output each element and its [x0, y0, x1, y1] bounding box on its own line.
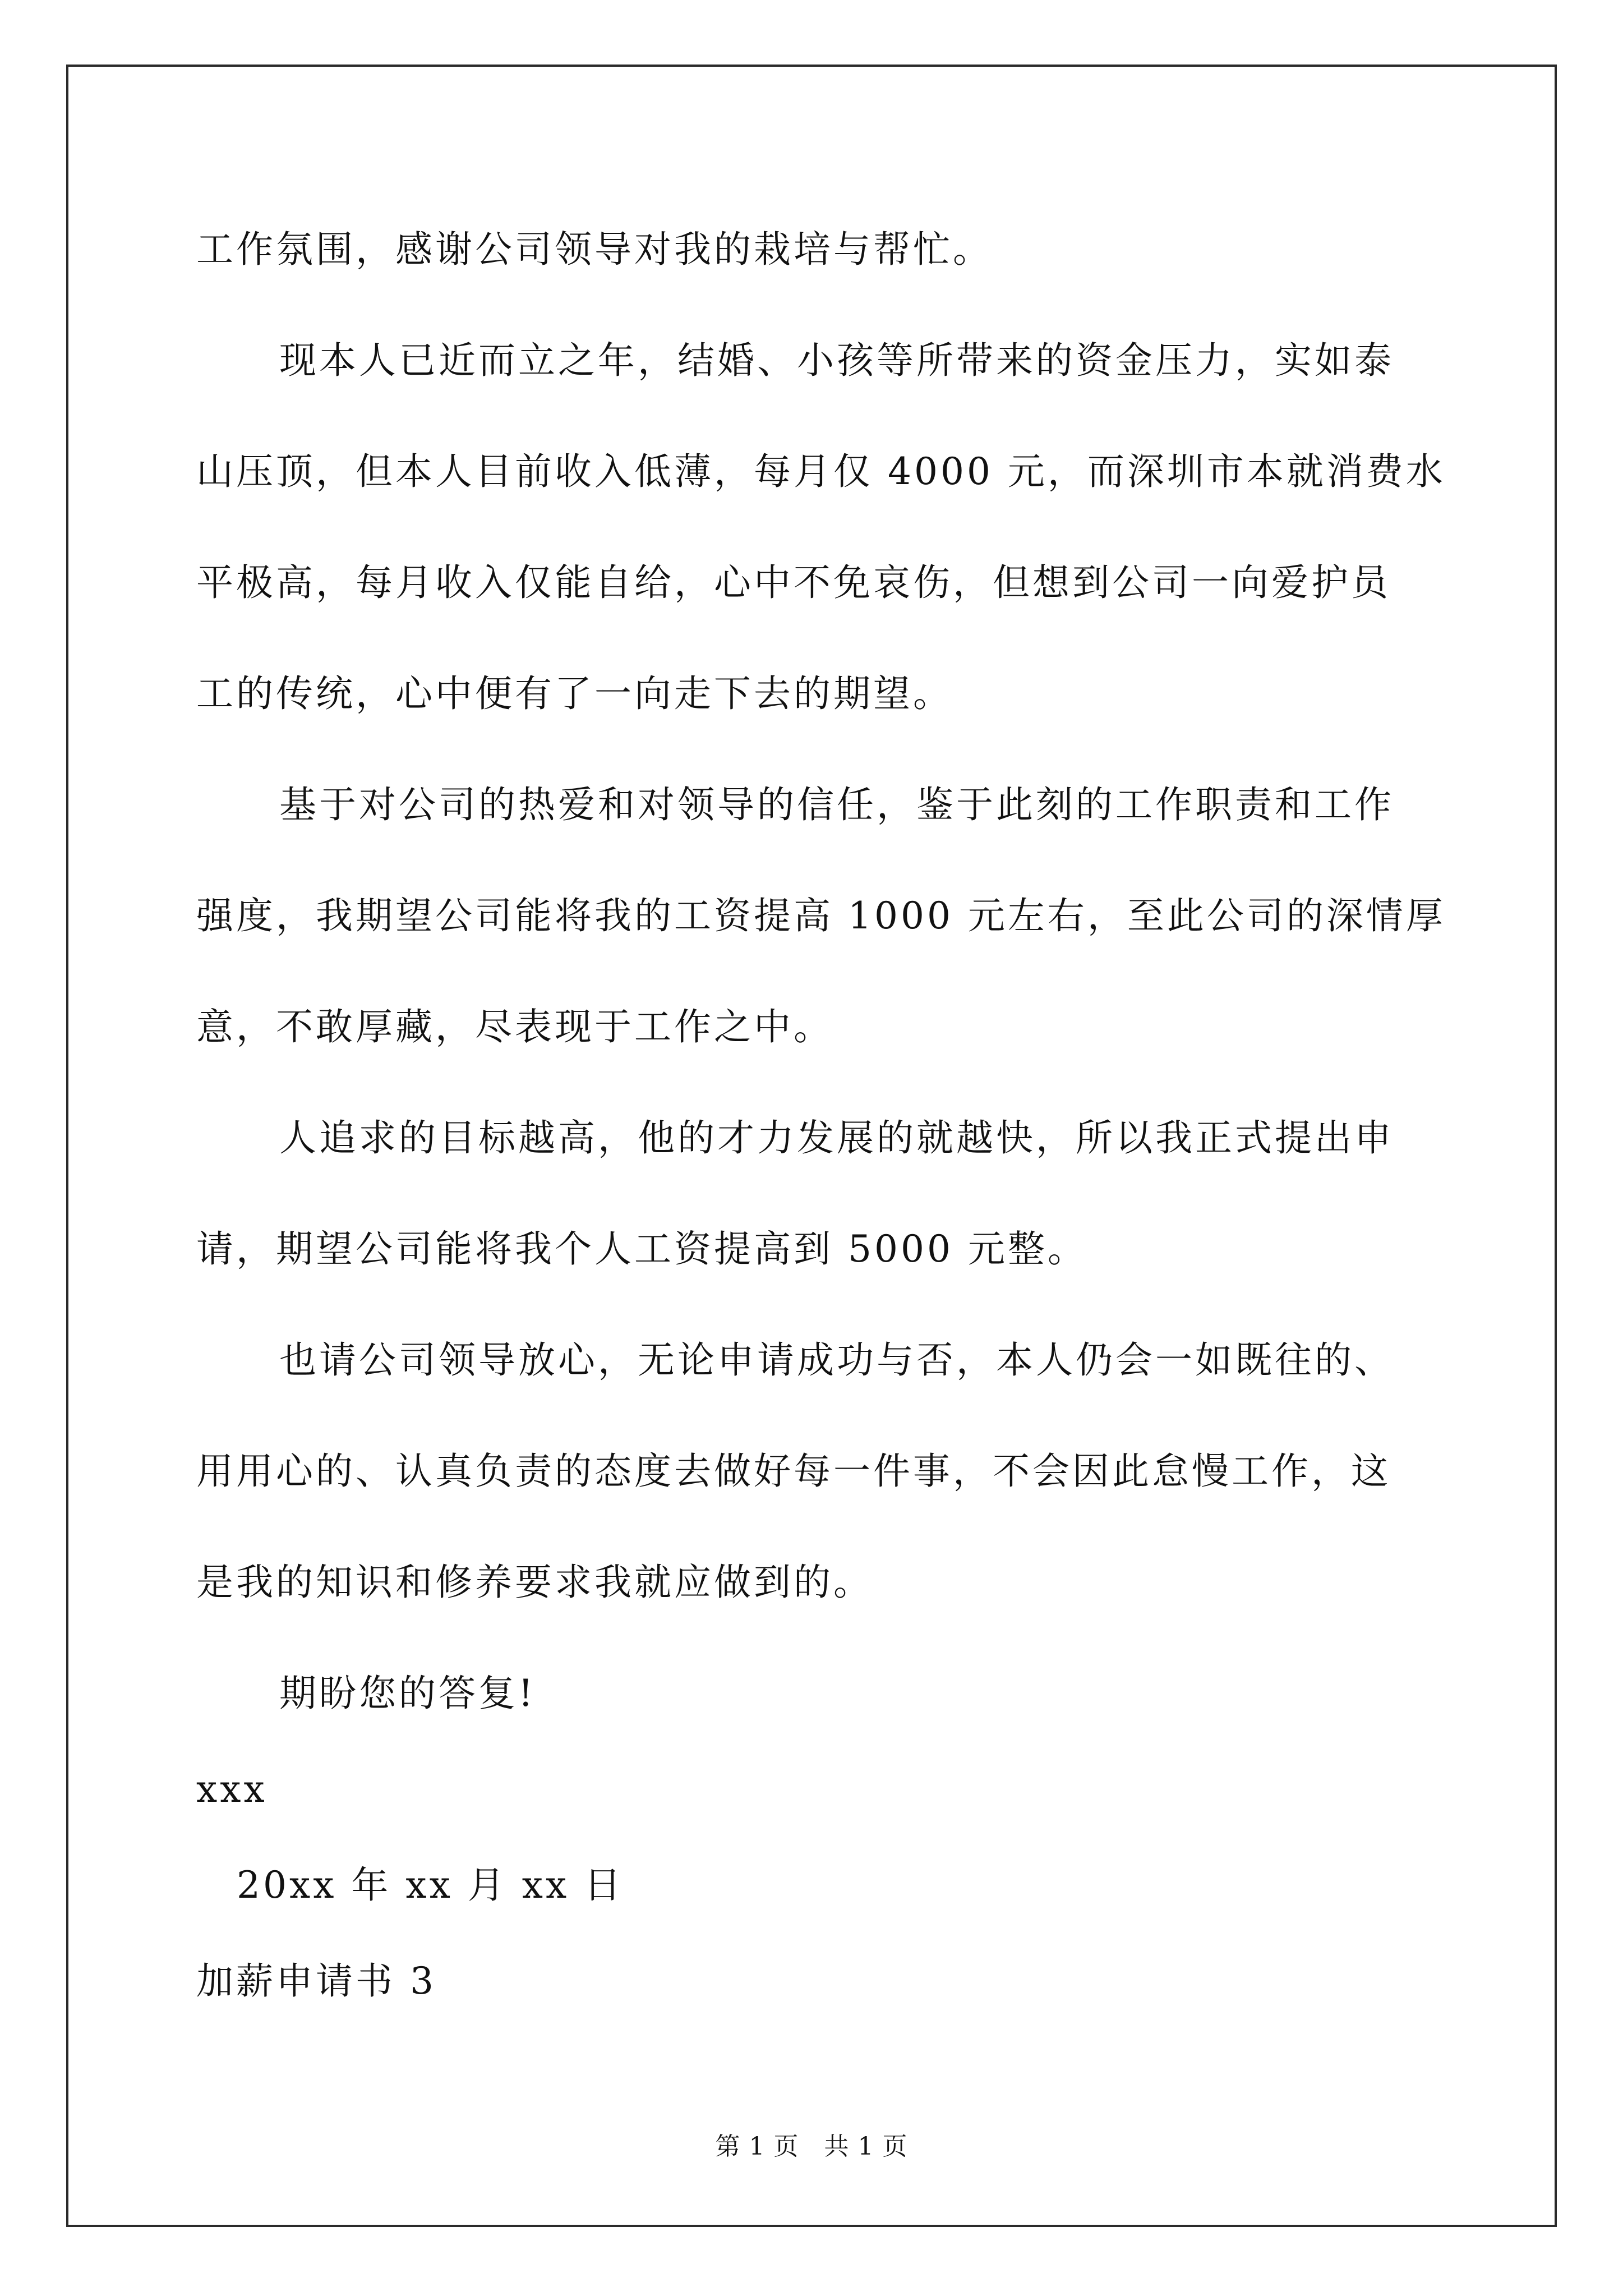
text-line: 工作氛围，感谢公司领导对我的栽培与帮忙。: [196, 228, 993, 271]
paragraph-first-line: 也请公司领导放心，无论申请成功与否，本人仍会一如既往的、: [279, 1338, 1394, 1382]
signature-date: 20xx 年 xx 月 xx 日: [237, 1864, 624, 1907]
paragraph-first-line: 基于对公司的热爱和对领导的信任，鉴于此刻的工作职责和工作: [279, 783, 1394, 826]
paragraph-first-line: 现本人已近而立之年，结婚、小孩等所带来的资金压力，实如泰: [279, 339, 1394, 382]
paragraph-first-line: 人追求的目标越高，他的才力发展的就越快，所以我正式提出申: [279, 1116, 1394, 1159]
text-line: 是我的知识和修养要求我就应做到的。: [196, 1561, 873, 1604]
text-line: 意，不敢厚藏，尽表现于工作之中。: [196, 1005, 833, 1048]
closing-line: 期盼您的答复!: [279, 1672, 536, 1715]
signature-name: xxx: [196, 1768, 268, 1811]
text-line: 平极高，每月收入仅能自给，心中不免哀伤，但想到公司一向爱护员: [196, 561, 1391, 604]
text-line: 请，期望公司能将我个人工资提高到 5000 元整。: [196, 1227, 1087, 1271]
text-line: 用用心的、认真负责的态度去做好每一件事，不会因此怠慢工作，这: [196, 1450, 1391, 1493]
text-line: 强度，我期望公司能将我的工资提高 1000 元左右，至此公司的深情厚: [196, 894, 1446, 937]
text-line: 山压顶，但本人目前收入低薄，每月仅 4000 元，而深圳市本就消费水: [196, 450, 1446, 493]
section-heading: 加薪申请书 3: [196, 1959, 436, 2003]
page-footer: 第 1 页 共 1 页: [715, 2132, 908, 2161]
text-line: 工的传统，心中便有了一向走下去的期望。: [196, 672, 953, 715]
